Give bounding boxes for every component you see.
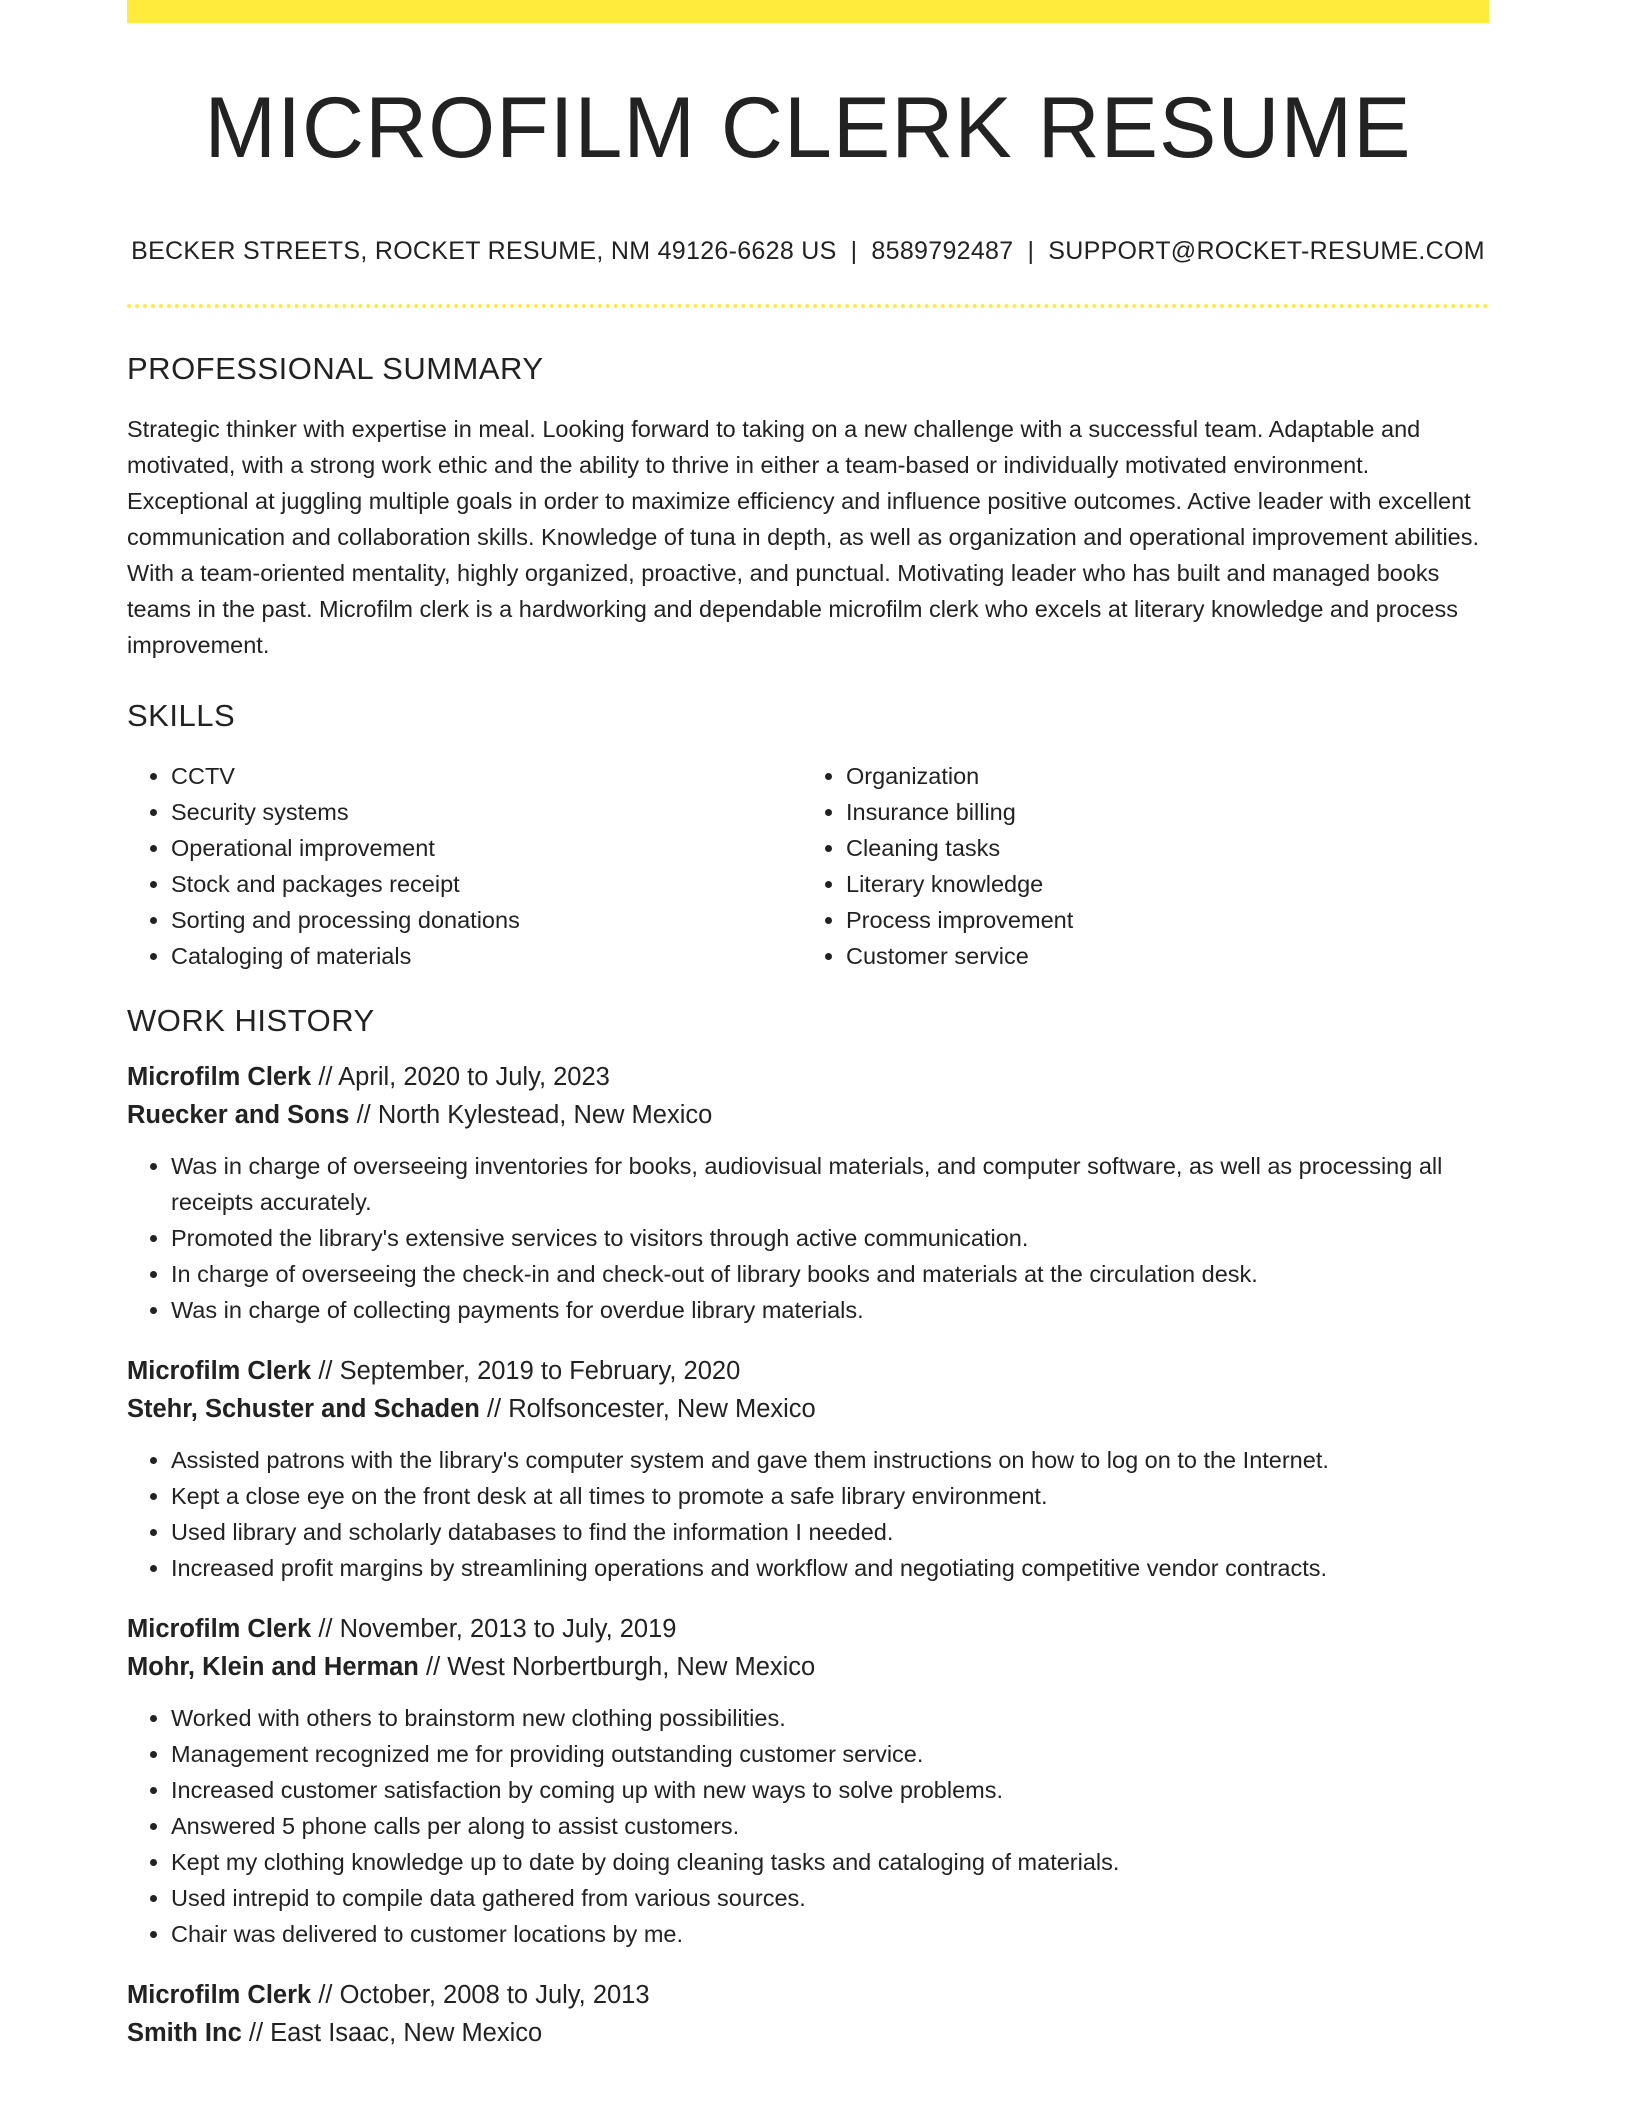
job-title: Microfilm Clerk [127,1980,312,2009]
job-bullet: • Promoted the library's extensive services to visitors through active communication. [171,1220,1489,1256]
skills-column-right [802,758,1446,974]
summary-heading: PROFESSIONAL SUMMARY [127,351,544,386]
job-bullet: • Assisted patrons with the library's computer system and gave them instructions on how to log on to the Internet. [171,1442,1489,1478]
skill-item: • Literary knowledge [846,866,1446,902]
job-company-line [127,1390,1489,1428]
job-title-line [127,1610,1489,1648]
job-company-line [127,1648,1489,1686]
skill-item: • Cataloging of materials [171,938,802,974]
job-location: // East Isaac, New Mexico [248,2018,543,2047]
skill-item: • Organization [846,758,1446,794]
skill-item: • Process improvement [846,902,1446,938]
job-bullet: • Kept a close eye on the front desk at all times to promote a safe library environment. [171,1478,1489,1514]
job-title-line [127,1058,1489,1096]
job-dates: // September, 2019 to February, 2020 [318,1356,741,1385]
contact-line [127,237,1489,266]
job-entry [127,1352,1489,1586]
job-title-line [127,1976,1489,2014]
job-title-line [127,1352,1489,1390]
job-entry [127,1976,1489,2052]
contact-address: BECKER STREETS, ROCKET RESUME, NM 49126-6628 US [131,237,837,265]
job-bullet: • Used library and scholarly databases to find the information I needed. [171,1514,1489,1550]
job-bullets [127,1442,1489,1586]
job-company-line [127,2014,1489,2052]
skill-item: • Cleaning tasks [846,830,1446,866]
job-dates: // November, 2013 to July, 2019 [318,1614,677,1643]
resume-title: MICROFILM CLERK RESUME [204,80,1412,176]
job-location: // Rolfsoncester, New Mexico [486,1394,816,1423]
job-dates: // April, 2020 to July, 2023 [318,1062,610,1091]
job-company: Stehr, Schuster and Schaden [127,1394,480,1423]
contact-separator: | [1027,237,1035,265]
job-company: Mohr, Klein and Herman [127,1652,419,1681]
job-company: Ruecker and Sons [127,1100,350,1129]
job-location: // North Kylestead, New Mexico [356,1100,713,1129]
contact-phone: 8589792487 [871,237,1014,265]
job-bullet: • Increased customer satisfaction by coming up with new ways to solve problems. [171,1772,1489,1808]
job-bullet: • Was in charge of overseeing inventories for books, audiovisual materials, and computer software, as well as processing all receipts accurately. [171,1148,1489,1220]
job-entry [127,1058,1489,1328]
job-dates: // October, 2008 to July, 2013 [318,1980,650,2009]
skill-item: • Stock and packages receipt [171,866,802,902]
contact-email: SUPPORT@ROCKET-RESUME.COM [1048,237,1485,265]
job-company-line [127,1096,1489,1134]
skills-column-left [127,758,802,974]
job-bullets [127,1148,1489,1328]
job-bullet: • Kept my clothing knowledge up to date by doing cleaning tasks and cataloging of materials. [171,1844,1489,1880]
job-bullet: • Was in charge of collecting payments for overdue library materials. [171,1292,1489,1328]
job-bullets [127,1700,1489,1952]
resume-content [127,0,1489,2052]
summary-text: Strategic thinker with expertise in meal. Looking forward to taking on a new challenge with a successful team. Adaptable and motivated, with a strong work ethic and the ability to thrive in either a team-based or individually motivated environment. Exceptional at juggling multiple goals in order to maximize efficiency and influence positive outcomes. Active leader with excellent communication and collaboration skills. Knowledge of tuna in depth, as well as organization and operational improvement abilities. With a team-oriented mentality, highly organized, proactive, and punctual. Motivating leader who has built and managed books teams in the past. Microfilm clerk is a hardworking and dependable microfilm clerk who excels at literary knowledge and process improvement. [127,416,1480,659]
job-bullet: • Chair was delivered to customer locations by me. [171,1916,1489,1952]
skill-item: • CCTV [171,758,802,794]
job-title: Microfilm Clerk [127,1062,312,1091]
job-title: Microfilm Clerk [127,1356,312,1385]
job-bullet: • In charge of overseeing the check-in and check-out of library books and materials at the circulation desk. [171,1256,1489,1292]
accent-top-bar [127,0,1489,23]
job-bullet: • Increased profit margins by streamlining operations and workflow and negotiating competitive vendor contracts. [171,1550,1489,1586]
job-title: Microfilm Clerk [127,1614,312,1643]
skill-item: • Security systems [171,794,802,830]
work-history-heading: WORK HISTORY [127,1003,375,1039]
contact-separator: | [850,237,858,265]
skills-heading: SKILLS [127,698,236,734]
job-bullet: • Worked with others to brainstorm new clothing possibilities. [171,1700,1489,1736]
skills-list [127,758,1489,974]
dotted-divider [127,304,1489,308]
job-bullet: • Management recognized me for providing outstanding customer service. [171,1736,1489,1772]
job-entry [127,1610,1489,1952]
skill-item: • Insurance billing [846,794,1446,830]
job-bullet: • Used intrepid to compile data gathered from various sources. [171,1880,1489,1916]
job-company: Smith Inc [127,2018,242,2047]
job-location: // West Norbertburgh, New Mexico [425,1652,816,1681]
skill-item: • Operational improvement [171,830,802,866]
skill-item: • Sorting and processing donations [171,902,802,938]
skill-item: • Customer service [846,938,1446,974]
job-bullet: • Answered 5 phone calls per along to assist customers. [171,1808,1489,1844]
